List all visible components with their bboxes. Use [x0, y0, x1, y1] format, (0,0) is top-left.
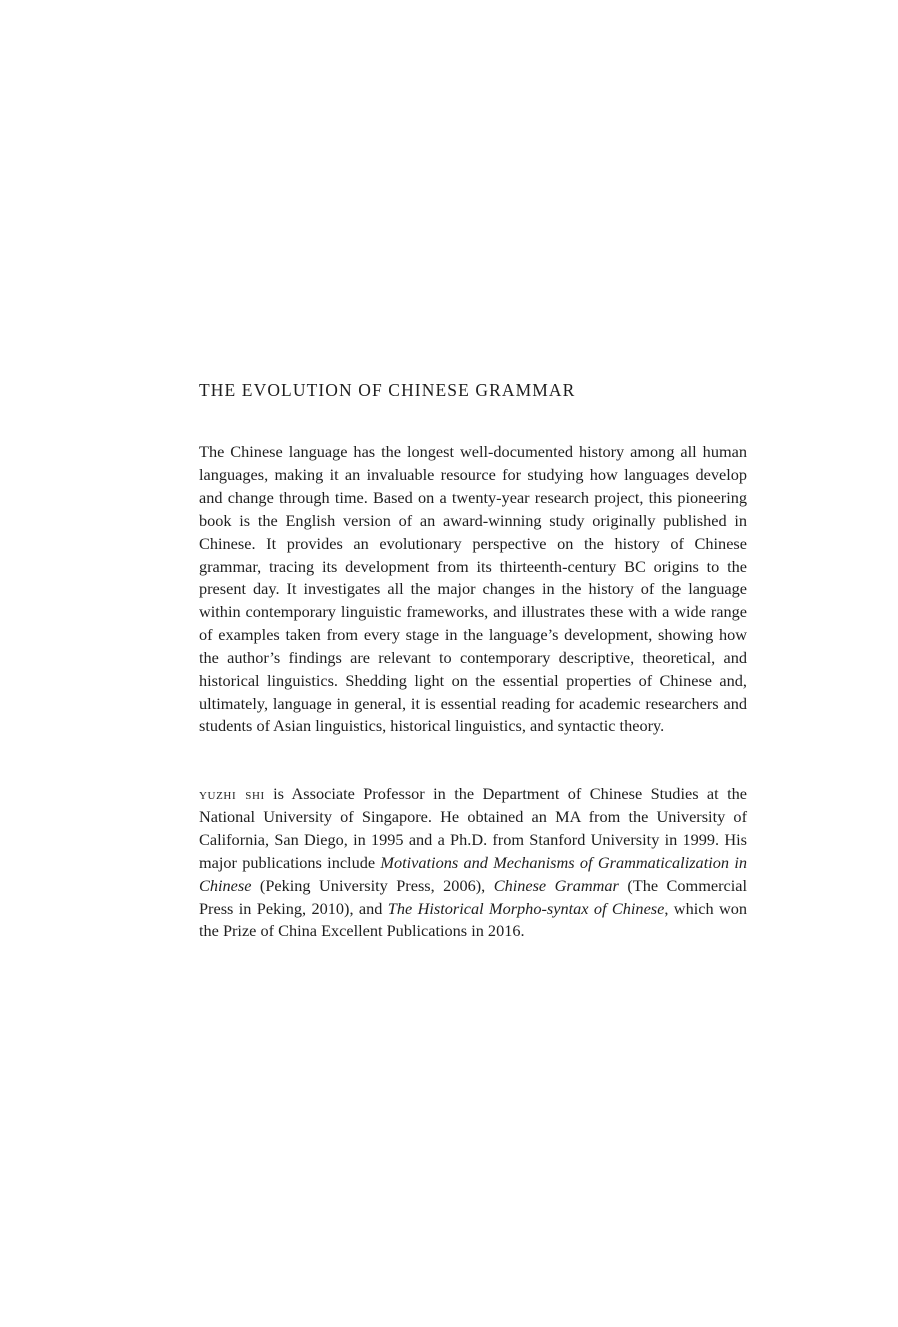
author-bio [199, 783, 747, 943]
book-title: THE EVOLUTION OF CHINESE GRAMMAR [199, 380, 576, 400]
book-description: The Chinese language has the longest well-documented history among all human languages, making it an invaluable resource for studying how languages develop and change through time. Based on a twenty-year research project, this pioneering book is the English version of an award-winning study originally published in Chinese. It provides an evolutionary perspective on the history of Chinese grammar, tracing its development from its thirteenth-century BC origins to the present day. It investigates all the major changes in the history of the language within contemporary linguistic frameworks, and illustrates these with a wide range of examples taken from every stage in the language’s development, showing how the author’s findings are relevant to contemporary descriptive, theoretical, and historical linguistics. Shedding light on the essential properties of Chinese and, ultimately, language in general, it is essential reading for academic researchers and students of Asian linguistics, historical linguistics, and syntactic theory. [199, 442, 747, 736]
publication-details-2: (The Commercial Press in Peking, 2010), and [199, 875, 748, 918]
publication-title-3: The Historical Morpho-syntax of Chinese [387, 898, 665, 918]
publication-title-1: Motivations and Mechanisms of Grammaticalization in Chinese [199, 852, 747, 895]
publication-details-3: , which won the Prize of China Excellent Publications in 2016. [199, 898, 748, 941]
publication-title-2: Chinese Grammar [493, 875, 619, 895]
author-name: yuzhi shi [199, 784, 265, 804]
author-bio-intro: is Associate Professor in the Department of Chinese Studies at the National University of Singapore. He obtained an MA from the University of California, San Diego, in 1995 and a Ph.D. from Stanford University in 1999. His major publications include [199, 784, 747, 872]
publication-details-1: (Peking University Press, 2006), [251, 875, 494, 895]
